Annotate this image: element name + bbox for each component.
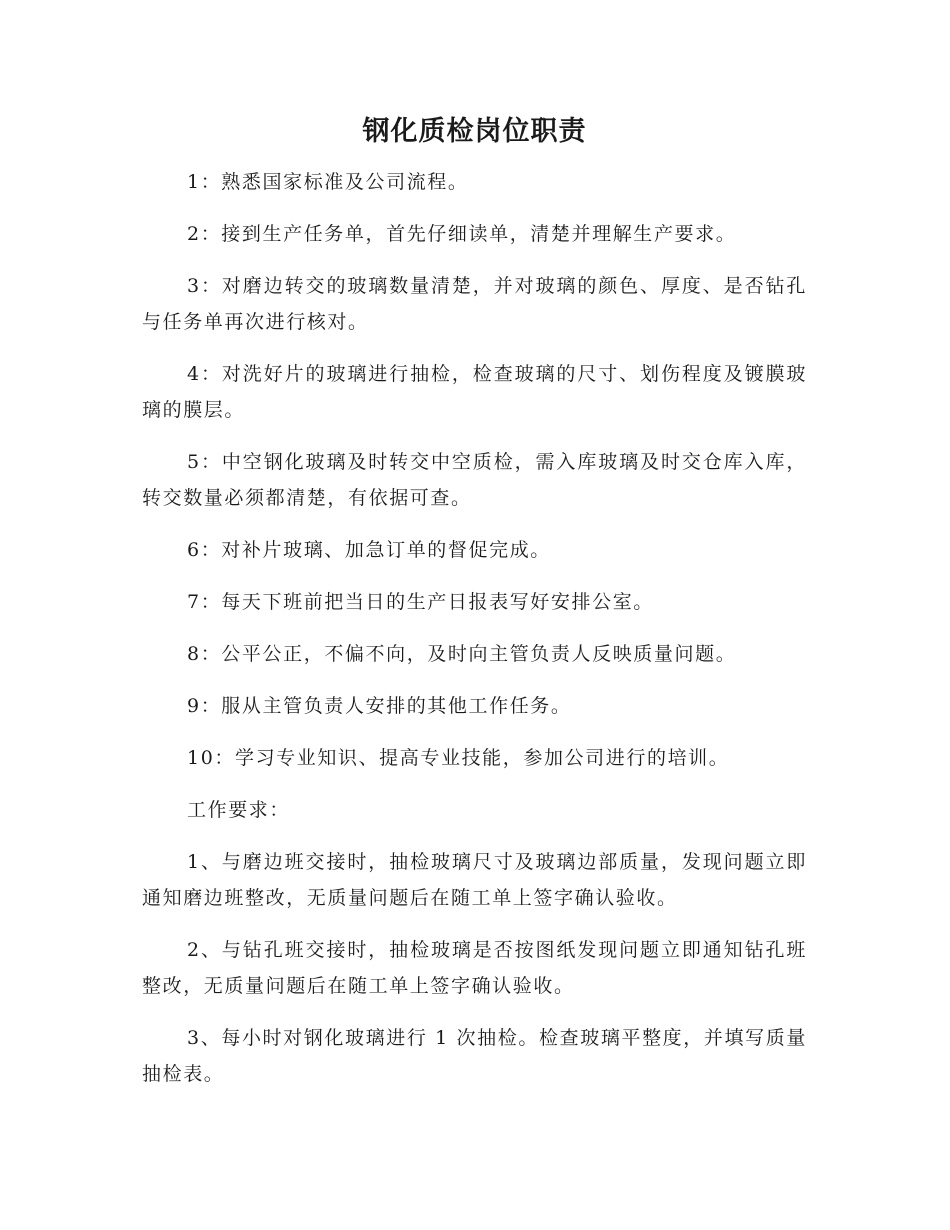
paragraph-requirement-2: 2、与钻孔班交接时，抽检玻璃是否按图纸发现问题立即通知钻孔班整改，无质量问题后在随工单上签字确认验收。 (142, 939, 807, 997)
paragraph-duty-10: 10：学习专业知识、提高专业技能，参加公司进行的培训。 (187, 747, 730, 769)
paragraph-duty-5: 5：中空钢化玻璃及时转交中空质检，需入库玻璃及时交仓库入库，转交数量必须都清楚，有依据可查。 (142, 451, 807, 509)
paragraph-requirement-3: 3、每小时对钢化玻璃进行 1 次抽检。检查玻璃平整度，并填写质量抽检表。 (142, 1027, 807, 1085)
document-title: 钢化质检岗位职责 (362, 116, 587, 147)
paragraph-duty-6: 6：对补片玻璃、加急订单的督促完成。 (187, 539, 551, 561)
title-spacer (142, 154, 807, 164)
paragraph-duty-3: 3：对磨边转交的玻璃数量清楚，并对玻璃的颜色、厚度、是否钻孔与任务单再次进行核对。 (142, 275, 807, 333)
paragraph-duty-7: 7：每天下班前把当日的生产日报表写好安排公室。 (187, 591, 654, 613)
paragraph-duty-2: 2：接到生产任务单，首先仔细读单，清楚并理解生产要求。 (187, 223, 737, 245)
paragraph-duty-9: 9：服从主管负责人安排的其他工作任务。 (187, 695, 572, 717)
paragraph-duty-4: 4：对洗好片的玻璃进行抽检，检查玻璃的尺寸、划伤程度及镀膜玻璃的膜层。 (142, 363, 807, 421)
paragraph-duty-8: 8：公平公正，不偏不向，及时向主管负责人反映质量问题。 (187, 643, 737, 665)
paragraph-duty-1: 1：熟悉国家标准及公司流程。 (187, 171, 469, 193)
section-heading-work-requirements: 工作要求： (187, 799, 291, 821)
paragraph-requirement-1: 1、与磨边班交接时，抽检玻璃尺寸及玻璃边部质量，发现问题立即通知磨边班整改，无质量问题后在随工单上签字确认验收。 (142, 851, 807, 909)
document-page (142, 110, 807, 1092)
